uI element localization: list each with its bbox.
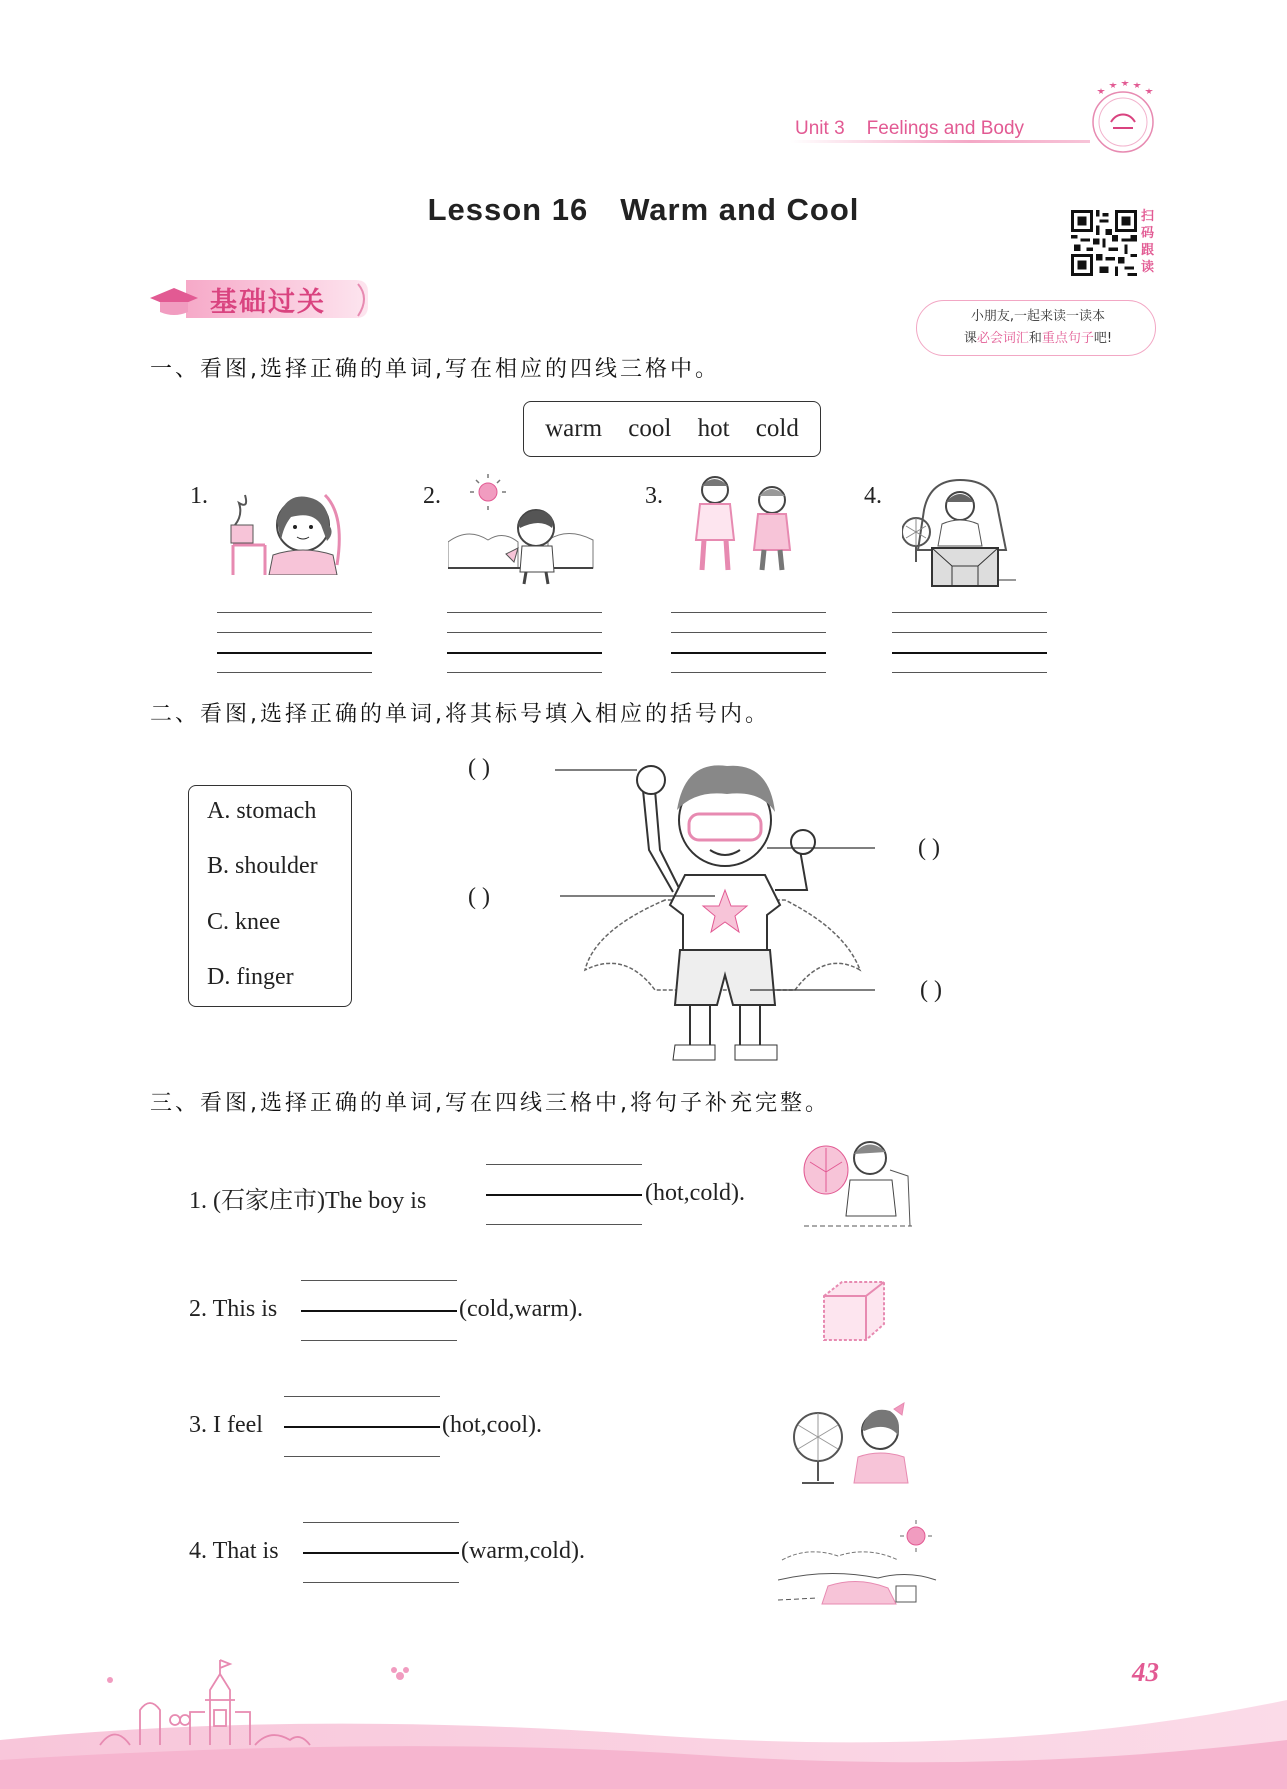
qr-label-char: 跟 xyxy=(1141,243,1155,258)
answer-blank-2[interactable] xyxy=(301,1280,457,1340)
bubble-highlight: 必会词汇 xyxy=(976,331,1029,346)
sentence-3-choices: (hot,cool). xyxy=(442,1412,542,1438)
cold-children-picture xyxy=(680,470,810,580)
answer-bracket-knee[interactable]: ( ) xyxy=(920,977,942,1003)
qr-label-char: 码 xyxy=(1141,226,1155,241)
footer-decoration xyxy=(0,1640,1287,1789)
option-stomach: A. stomach xyxy=(207,798,317,824)
section1-heading: 一、看图,选择正确的单词,写在相应的四线三格中。 xyxy=(150,357,720,382)
answer-blank-1[interactable] xyxy=(486,1164,642,1224)
bubble-highlight: 重点句子 xyxy=(1041,331,1094,346)
item-number: 2. xyxy=(423,483,441,509)
item-number: 4. xyxy=(864,483,882,509)
bubble-text-part: 吧! xyxy=(1093,331,1113,346)
sentence-4-choices: (warm,cold). xyxy=(461,1538,585,1564)
qr-label xyxy=(1141,208,1159,276)
sentence-prefix: I feel xyxy=(213,1412,263,1438)
ice-cube-picture xyxy=(818,1276,890,1348)
cool-woman-picture xyxy=(902,470,1027,590)
bubble-line-2 xyxy=(924,328,1152,350)
hot-boy-picture xyxy=(448,472,598,592)
sentence-number: 1. xyxy=(189,1188,207,1214)
section2-heading: 二、看图,选择正确的单词,将其标号填入相应的括号内。 xyxy=(150,702,770,727)
section3-heading: 三、看图,选择正确的单词,写在四线三格中,将句子补充完整。 xyxy=(150,1091,830,1116)
unit-title: Feelings and Body xyxy=(866,118,1025,139)
answer-bracket-finger[interactable]: ( ) xyxy=(468,755,490,781)
option-knee: C. knee xyxy=(207,909,281,935)
sentence-1 xyxy=(189,1180,426,1215)
word-bank-item: hot xyxy=(697,415,730,442)
word-bank-item: warm xyxy=(545,415,603,442)
option-shoulder: B. shoulder xyxy=(207,853,318,879)
unit-number: Unit 3 xyxy=(795,118,845,139)
answer-bracket-stomach[interactable]: ( ) xyxy=(468,884,490,910)
answer-blank-4[interactable] xyxy=(303,1522,459,1582)
sentence-prefix: (石家庄市)The boy is xyxy=(213,1188,427,1214)
writing-lines[interactable] xyxy=(892,612,1047,672)
word-bank xyxy=(523,401,821,457)
bubble-line-1: 小朋友,一起来读一读本 xyxy=(970,309,1106,324)
badge-label: 基础过关 xyxy=(210,287,326,318)
sentence-4 xyxy=(189,1538,279,1565)
writing-lines[interactable] xyxy=(447,612,602,672)
item-number: 1. xyxy=(190,483,208,509)
sentence-prefix: This is xyxy=(212,1296,278,1322)
header-rule xyxy=(790,140,1090,143)
option-finger: D. finger xyxy=(207,964,294,990)
sentence-3 xyxy=(189,1412,263,1439)
writing-lines[interactable] xyxy=(217,612,372,672)
bubble-text-part: 课 xyxy=(963,331,977,346)
beach-sun-picture xyxy=(778,1520,938,1615)
sentence-prefix: That is xyxy=(212,1538,279,1564)
superhero-boy-picture xyxy=(555,740,875,1070)
bubble-text xyxy=(924,306,1152,350)
sentence-number: 4. xyxy=(189,1538,207,1564)
qr-label-char: 读 xyxy=(1141,260,1155,275)
publisher-logo-icon xyxy=(1085,78,1161,158)
qr-code-icon[interactable] xyxy=(1071,210,1137,276)
lesson-number: Lesson 16 xyxy=(427,192,589,227)
word-bank-item: cool xyxy=(628,415,672,442)
warm-girl-picture xyxy=(225,475,355,575)
item-number: 3. xyxy=(645,483,663,509)
answer-blank-3[interactable] xyxy=(284,1396,440,1456)
sentence-2-choices: (cold,warm). xyxy=(459,1296,583,1322)
sentence-number: 2. xyxy=(189,1296,207,1322)
boy-with-fan-picture xyxy=(800,1130,915,1230)
answer-bracket-shoulder[interactable]: ( ) xyxy=(918,835,940,861)
qr-label-char: 扫 xyxy=(1141,209,1155,224)
word-bank-item: cold xyxy=(755,415,799,442)
unit-header xyxy=(795,118,1024,140)
flower-icon xyxy=(107,1667,409,1683)
lesson-name: Warm and Cool xyxy=(620,192,860,227)
sentence-1-choices: (hot,cold). xyxy=(645,1180,745,1206)
sentence-number: 3. xyxy=(189,1412,207,1438)
girl-with-fan-picture xyxy=(790,1395,915,1490)
bubble-text-part: 和 xyxy=(1028,331,1042,346)
writing-lines[interactable] xyxy=(671,612,826,672)
page-number: 43 xyxy=(1132,1657,1159,1687)
sentence-2 xyxy=(189,1296,277,1323)
